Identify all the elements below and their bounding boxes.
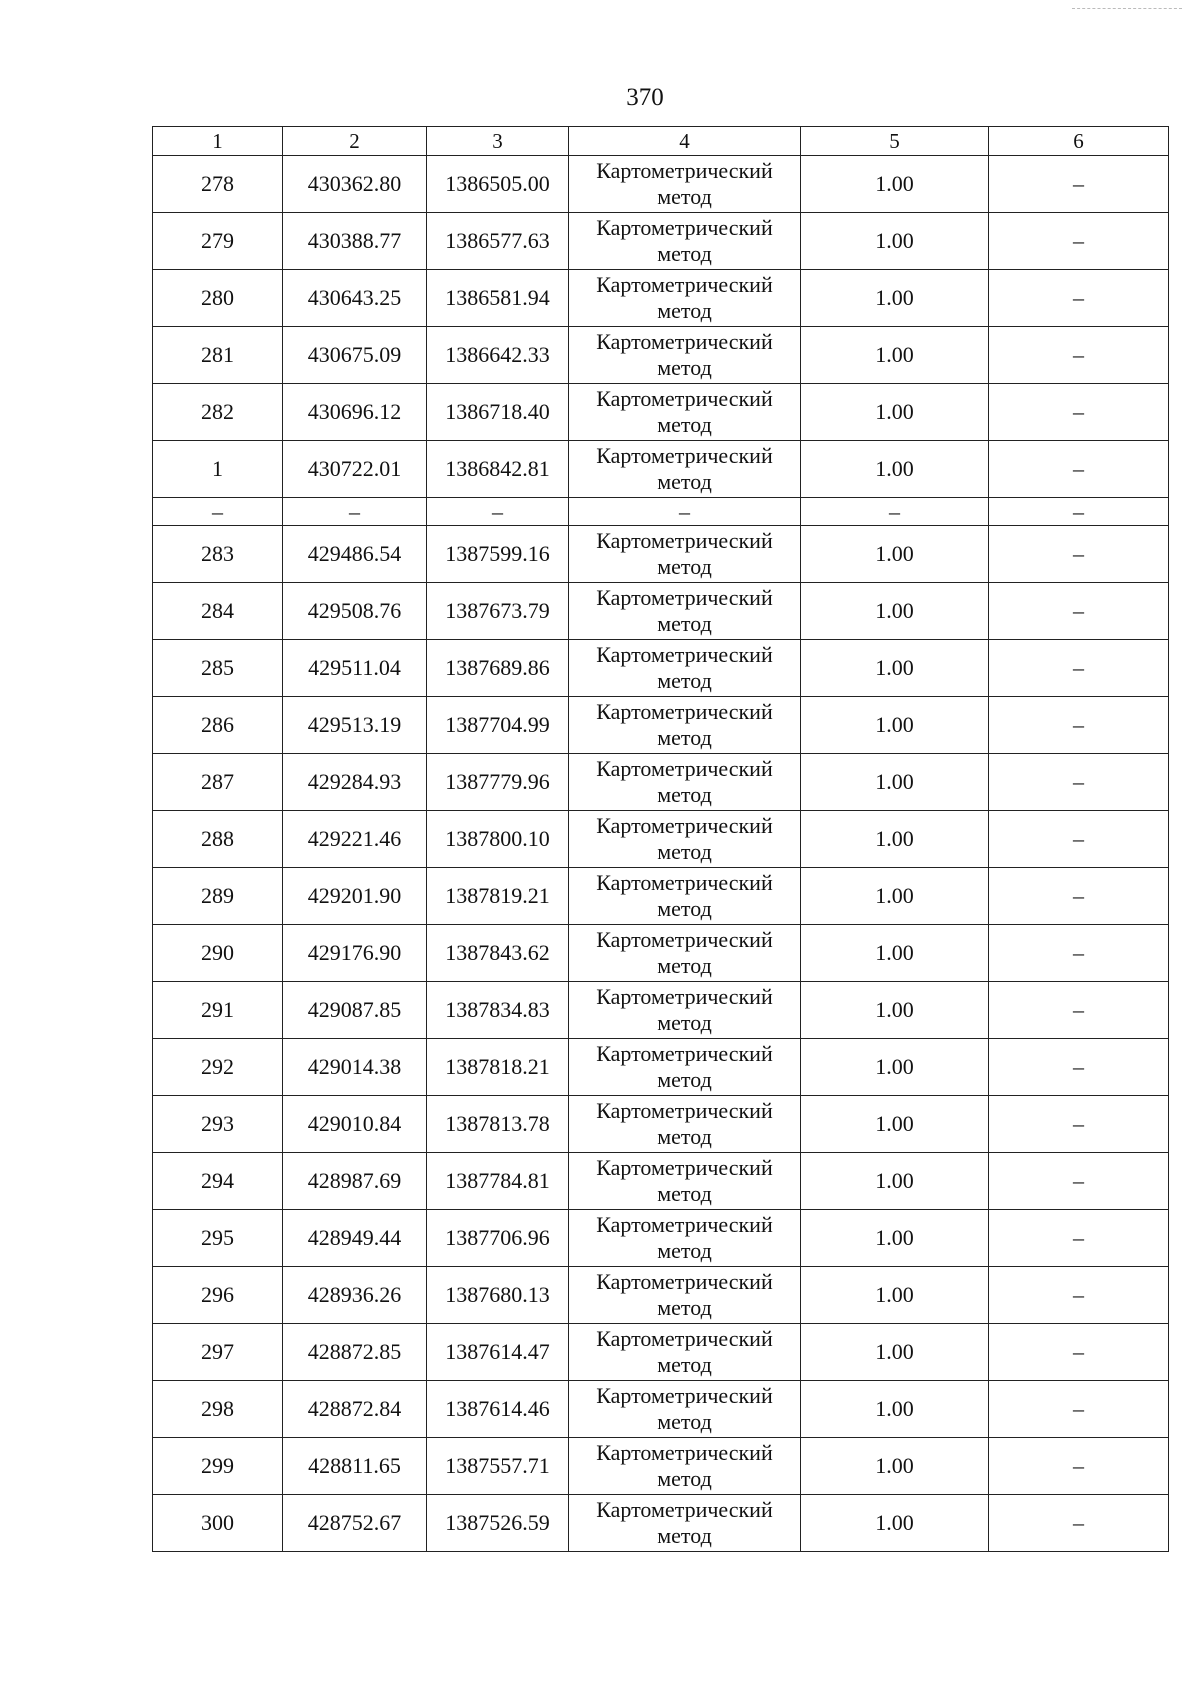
y-coordinate-cell: 1387689.86 [427,640,569,697]
method-text-line: Картометрический [596,1098,773,1123]
method-cell [569,583,801,640]
method-cell [569,640,801,697]
accuracy-cell: 1.00 [801,754,989,811]
table-row [153,156,1169,213]
x-coordinate-cell: 429513.19 [283,697,427,754]
method-text-line: Картометрический [596,756,773,781]
method-text-line: метод [657,1295,712,1320]
x-coordinate-cell: 429486.54 [283,526,427,583]
method-cell [569,1096,801,1153]
x-coordinate-cell: 429087.85 [283,982,427,1039]
table-row [153,640,1169,697]
accuracy-cell: 1.00 [801,327,989,384]
point-number-cell: 296 [153,1267,283,1324]
method-cell [569,384,801,441]
accuracy-cell: 1.00 [801,1381,989,1438]
x-coordinate-cell: 428872.84 [283,1381,427,1438]
method-text-line: метод [657,782,712,807]
method-cell [569,1324,801,1381]
method-cell [569,156,801,213]
method-text-line: Картометрический [596,984,773,1009]
note-cell: – [989,1210,1169,1267]
point-number-cell: 288 [153,811,283,868]
y-coordinate-cell: 1387818.21 [427,1039,569,1096]
point-number-cell: 292 [153,1039,283,1096]
x-coordinate-cell: 428949.44 [283,1210,427,1267]
table-row [153,1096,1169,1153]
method-cell [569,1210,801,1267]
separator-cell: – [569,498,801,526]
method-text-line: метод [657,953,712,978]
note-cell: – [989,982,1169,1039]
point-number-cell: 300 [153,1495,283,1552]
table-row [153,1495,1169,1552]
method-text-line: Картометрический [596,158,773,183]
method-cell [569,441,801,498]
table-row [153,868,1169,925]
method-cell [569,1153,801,1210]
accuracy-cell: 1.00 [801,811,989,868]
accuracy-cell: 1.00 [801,640,989,697]
method-text-line: Картометрический [596,927,773,952]
accuracy-cell: 1.00 [801,1324,989,1381]
note-cell: – [989,1324,1169,1381]
note-cell: – [989,754,1169,811]
method-cell [569,1381,801,1438]
table-row [153,1324,1169,1381]
method-cell [569,925,801,982]
method-text-line: метод [657,668,712,693]
accuracy-cell: 1.00 [801,697,989,754]
y-coordinate-cell: 1387526.59 [427,1495,569,1552]
accuracy-cell: 1.00 [801,1096,989,1153]
y-coordinate-cell: 1387779.96 [427,754,569,811]
method-text-line: метод [657,1523,712,1548]
x-coordinate-cell: 428872.85 [283,1324,427,1381]
method-cell [569,1039,801,1096]
point-number-cell: 290 [153,925,283,982]
y-coordinate-cell: 1386842.81 [427,441,569,498]
x-coordinate-cell: 429284.93 [283,754,427,811]
accuracy-cell: 1.00 [801,1267,989,1324]
y-coordinate-cell: 1387614.46 [427,1381,569,1438]
column-header: 2 [283,127,427,156]
method-cell [569,1438,801,1495]
y-coordinate-cell: 1387706.96 [427,1210,569,1267]
accuracy-cell: 1.00 [801,868,989,925]
accuracy-cell: 1.00 [801,1495,989,1552]
accuracy-cell: 1.00 [801,213,989,270]
note-cell: – [989,1495,1169,1552]
y-coordinate-cell: 1387819.21 [427,868,569,925]
method-text-line: метод [657,1238,712,1263]
point-number-cell: 295 [153,1210,283,1267]
y-coordinate-cell: 1387673.79 [427,583,569,640]
note-cell: – [989,270,1169,327]
method-text-line: Картометрический [596,1326,773,1351]
note-cell: – [989,384,1169,441]
method-text-line: Картометрический [596,272,773,297]
y-coordinate-cell: 1387599.16 [427,526,569,583]
header-row [153,127,1169,156]
method-text-line: Картометрический [596,870,773,895]
accuracy-cell: 1.00 [801,1153,989,1210]
separator-cell: – [801,498,989,526]
method-text-line: метод [657,1352,712,1377]
point-number-cell: 283 [153,526,283,583]
y-coordinate-cell: 1387800.10 [427,811,569,868]
method-text-line: Картометрический [596,1440,773,1465]
method-text-line: метод [657,355,712,380]
accuracy-cell: 1.00 [801,156,989,213]
note-cell: – [989,640,1169,697]
y-coordinate-cell: 1386505.00 [427,156,569,213]
table-row [153,1438,1169,1495]
point-number-cell: 298 [153,1381,283,1438]
x-coordinate-cell: 429511.04 [283,640,427,697]
x-coordinate-cell: 430362.80 [283,156,427,213]
method-text-line: метод [657,241,712,266]
method-cell [569,1495,801,1552]
separator-cell: – [427,498,569,526]
note-cell: – [989,156,1169,213]
method-text-line: метод [657,725,712,750]
method-text-line: Картометрический [596,1041,773,1066]
x-coordinate-cell: 429176.90 [283,925,427,982]
note-cell: – [989,526,1169,583]
x-coordinate-cell: 430643.25 [283,270,427,327]
y-coordinate-cell: 1387784.81 [427,1153,569,1210]
method-cell [569,1267,801,1324]
method-text-line: метод [657,839,712,864]
method-text-line: Картометрический [596,1269,773,1294]
point-number-cell: 299 [153,1438,283,1495]
column-header: 1 [153,127,283,156]
y-coordinate-cell: 1387843.62 [427,925,569,982]
column-header: 3 [427,127,569,156]
column-header: 5 [801,127,989,156]
point-number-cell: 294 [153,1153,283,1210]
table-row [153,754,1169,811]
point-number-cell: 289 [153,868,283,925]
method-text-line: Картометрический [596,386,773,411]
note-cell: – [989,1153,1169,1210]
note-cell: – [989,1438,1169,1495]
method-text-line: метод [657,1181,712,1206]
accuracy-cell: 1.00 [801,270,989,327]
method-text-line: метод [657,1067,712,1092]
point-number-cell: 291 [153,982,283,1039]
method-cell [569,213,801,270]
table-row [153,327,1169,384]
method-text-line: метод [657,896,712,921]
point-number-cell: 282 [153,384,283,441]
note-cell: – [989,583,1169,640]
method-text-line: метод [657,554,712,579]
accuracy-cell: 1.00 [801,384,989,441]
method-text-line: метод [657,469,712,494]
x-coordinate-cell: 430696.12 [283,384,427,441]
accuracy-cell: 1.00 [801,1438,989,1495]
method-text-line: метод [657,1010,712,1035]
method-text-line: метод [657,298,712,323]
table-row [153,1153,1169,1210]
table-row [153,1267,1169,1324]
y-coordinate-cell: 1387680.13 [427,1267,569,1324]
point-number-cell: 284 [153,583,283,640]
table-row [153,1039,1169,1096]
table-row [153,697,1169,754]
table-row [153,526,1169,583]
table-row [153,213,1169,270]
y-coordinate-cell: 1387834.83 [427,982,569,1039]
method-text-line: метод [657,611,712,636]
point-number-cell: 297 [153,1324,283,1381]
table-row [153,1381,1169,1438]
x-coordinate-cell: 430722.01 [283,441,427,498]
accuracy-cell: 1.00 [801,1210,989,1267]
accuracy-cell: 1.00 [801,526,989,583]
x-coordinate-cell: 429508.76 [283,583,427,640]
method-text-line: Картометрический [596,1155,773,1180]
separator-cell: – [283,498,427,526]
method-text-line: метод [657,184,712,209]
note-cell: – [989,1381,1169,1438]
note-cell: – [989,925,1169,982]
method-text-line: Картометрический [596,329,773,354]
x-coordinate-cell: 430388.77 [283,213,427,270]
point-number-cell: 281 [153,327,283,384]
page-number: 370 [626,84,664,111]
method-text-line: Картометрический [596,443,773,468]
method-text-line: Картометрический [596,642,773,667]
y-coordinate-cell: 1387704.99 [427,697,569,754]
y-coordinate-cell: 1386581.94 [427,270,569,327]
accuracy-cell: 1.00 [801,1039,989,1096]
y-coordinate-cell: 1387614.47 [427,1324,569,1381]
x-coordinate-cell: 428752.67 [283,1495,427,1552]
accuracy-cell: 1.00 [801,982,989,1039]
note-cell: – [989,1096,1169,1153]
table-row [153,270,1169,327]
method-cell [569,327,801,384]
y-coordinate-cell: 1386577.63 [427,213,569,270]
accuracy-cell: 1.00 [801,441,989,498]
method-text-line: метод [657,1466,712,1491]
separator-cell: – [153,498,283,526]
note-cell: – [989,697,1169,754]
x-coordinate-cell: 428811.65 [283,1438,427,1495]
x-coordinate-cell: 429221.46 [283,811,427,868]
point-number-cell: 279 [153,213,283,270]
x-coordinate-cell: 428987.69 [283,1153,427,1210]
y-coordinate-cell: 1386718.40 [427,384,569,441]
table-row [153,982,1169,1039]
method-cell [569,526,801,583]
point-number-cell: 287 [153,754,283,811]
x-coordinate-cell: 429014.38 [283,1039,427,1096]
note-cell: – [989,441,1169,498]
note-cell: – [989,1039,1169,1096]
accuracy-cell: 1.00 [801,925,989,982]
table-row [153,811,1169,868]
method-text-line: Картометрический [596,813,773,838]
method-cell [569,754,801,811]
x-coordinate-cell: 429010.84 [283,1096,427,1153]
x-coordinate-cell: 428936.26 [283,1267,427,1324]
method-text-line: Картометрический [596,699,773,724]
table-row [153,1210,1169,1267]
scan-artifact [1072,8,1182,9]
method-cell [569,982,801,1039]
point-number-cell: 278 [153,156,283,213]
note-cell: – [989,811,1169,868]
point-number-cell: 286 [153,697,283,754]
point-number-cell: 280 [153,270,283,327]
method-text-line: метод [657,1124,712,1149]
column-header: 4 [569,127,801,156]
y-coordinate-cell: 1387813.78 [427,1096,569,1153]
x-coordinate-cell: 429201.90 [283,868,427,925]
point-number-cell: 293 [153,1096,283,1153]
method-cell [569,811,801,868]
coordinates-table [152,126,1169,1552]
method-text-line: Картометрический [596,1212,773,1237]
method-cell [569,868,801,925]
table-row [153,384,1169,441]
table-row [153,583,1169,640]
note-cell: – [989,213,1169,270]
method-text-line: Картометрический [596,215,773,240]
separator-row [153,498,1169,526]
note-cell: – [989,1267,1169,1324]
method-text-line: Картометрический [596,585,773,610]
method-text-line: Картометрический [596,1497,773,1522]
column-header: 6 [989,127,1169,156]
table-row [153,441,1169,498]
table-row [153,925,1169,982]
table-body [153,156,1169,1552]
x-coordinate-cell: 430675.09 [283,327,427,384]
point-number-cell: 285 [153,640,283,697]
accuracy-cell: 1.00 [801,583,989,640]
method-cell [569,270,801,327]
y-coordinate-cell: 1387557.71 [427,1438,569,1495]
method-text-line: Картометрический [596,528,773,553]
note-cell: – [989,868,1169,925]
separator-cell: – [989,498,1169,526]
method-text-line: метод [657,412,712,437]
note-cell: – [989,327,1169,384]
y-coordinate-cell: 1386642.33 [427,327,569,384]
method-cell [569,697,801,754]
method-text-line: метод [657,1409,712,1434]
method-text-line: Картометрический [596,1383,773,1408]
point-number-cell: 1 [153,441,283,498]
